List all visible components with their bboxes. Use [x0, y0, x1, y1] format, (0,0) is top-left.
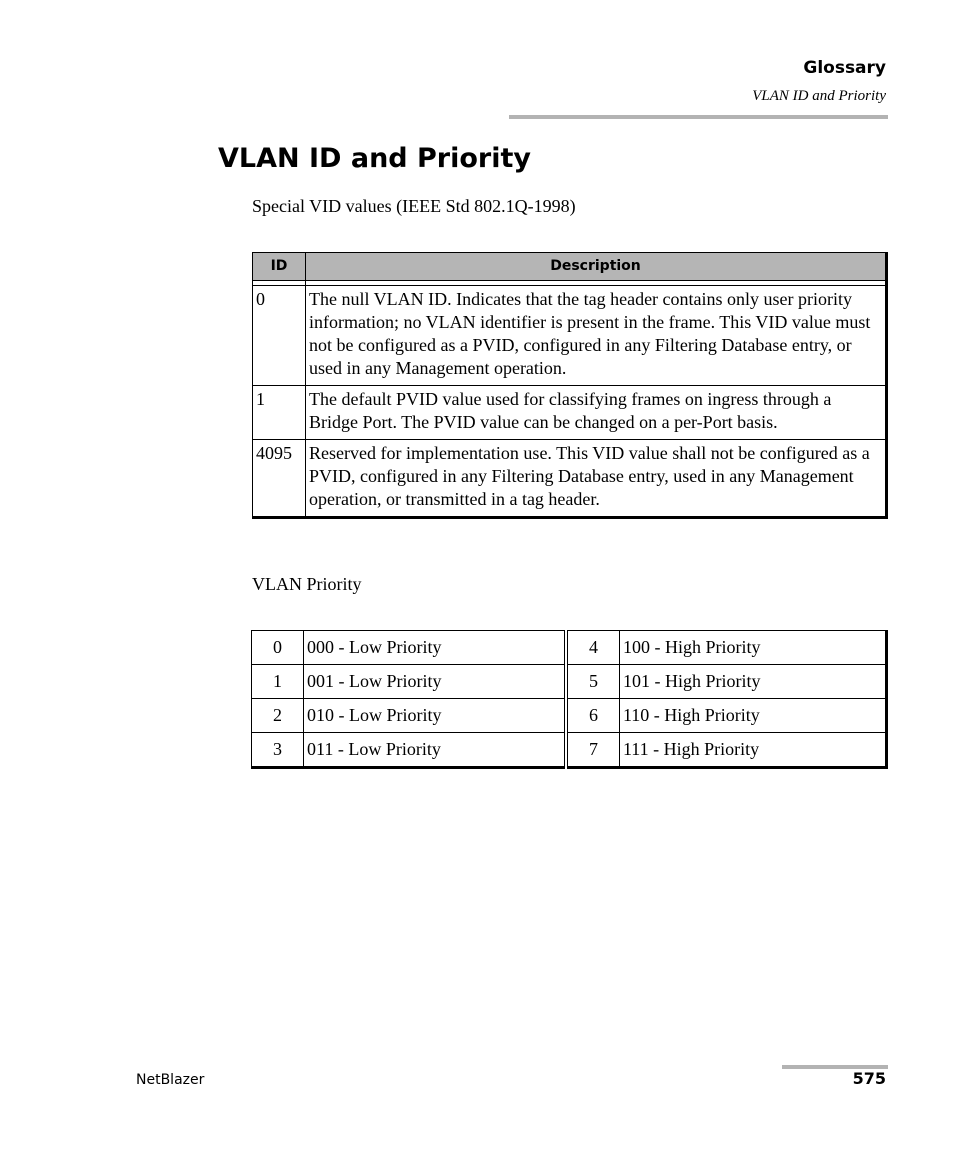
priority-number-cell: 4	[566, 631, 620, 665]
table-row	[252, 631, 887, 665]
page-title: VLAN ID and Priority	[218, 143, 532, 174]
priority-label-cell: 111 - High Priority	[619, 733, 886, 768]
vid-id-cell: 4095	[253, 440, 306, 518]
table-row	[253, 286, 887, 386]
footer-product-name: NetBlazer	[136, 1072, 205, 1088]
vlan-priority-table	[251, 630, 888, 769]
priority-number-cell: 5	[566, 665, 620, 699]
running-header-subtitle: VLAN ID and Priority	[752, 88, 886, 104]
priority-label-cell: 101 - High Priority	[619, 665, 886, 699]
priority-number-cell: 7	[566, 733, 620, 768]
column-header-id: ID	[253, 253, 306, 281]
priority-number-cell: 1	[252, 665, 304, 699]
vid-table-caption: Special VID values (IEEE Std 802.1Q-1998)	[252, 196, 576, 216]
priority-label-cell: 000 - Low Priority	[304, 631, 566, 665]
vid-description-cell: Reserved for implementation use. This VID value shall not be configured as a PVID, configured in any Filtering Database entry, used in any Management operation, or transmitted in a tag header.	[306, 440, 887, 518]
vid-values-table	[252, 252, 888, 519]
priority-number-cell: 2	[252, 699, 304, 733]
running-header-title: Glossary	[803, 58, 886, 78]
priority-label-cell: 011 - Low Priority	[304, 733, 566, 768]
table-header-row	[253, 253, 887, 281]
vid-description-cell: The null VLAN ID. Indicates that the tag header contains only user priority information; no VLAN identifier is present in the frame. This VID value must not be configured as a PVID, configured in any Filtering Database entry, or used in any Management operation.	[306, 286, 887, 386]
table-row	[253, 386, 887, 440]
vid-description-cell: The default PVID value used for classifying frames on ingress through a Bridge Port. The PVID value can be changed on a per-Port basis.	[306, 386, 887, 440]
table-row	[252, 699, 887, 733]
vid-id-cell: 0	[253, 286, 306, 386]
vid-id-cell: 1	[253, 386, 306, 440]
priority-label-cell: 110 - High Priority	[619, 699, 886, 733]
priority-label-cell: 100 - High Priority	[619, 631, 886, 665]
column-header-description: Description	[306, 253, 887, 281]
table-row	[253, 440, 887, 518]
table-row	[252, 733, 887, 768]
header-rule	[509, 115, 888, 119]
priority-number-cell: 6	[566, 699, 620, 733]
priority-number-cell: 0	[252, 631, 304, 665]
table-row	[252, 665, 887, 699]
priority-label-cell: 001 - Low Priority	[304, 665, 566, 699]
priority-number-cell: 3	[252, 733, 304, 768]
priority-table-caption: VLAN Priority	[252, 574, 362, 594]
page-number: 575	[852, 1069, 886, 1088]
priority-label-cell: 010 - Low Priority	[304, 699, 566, 733]
